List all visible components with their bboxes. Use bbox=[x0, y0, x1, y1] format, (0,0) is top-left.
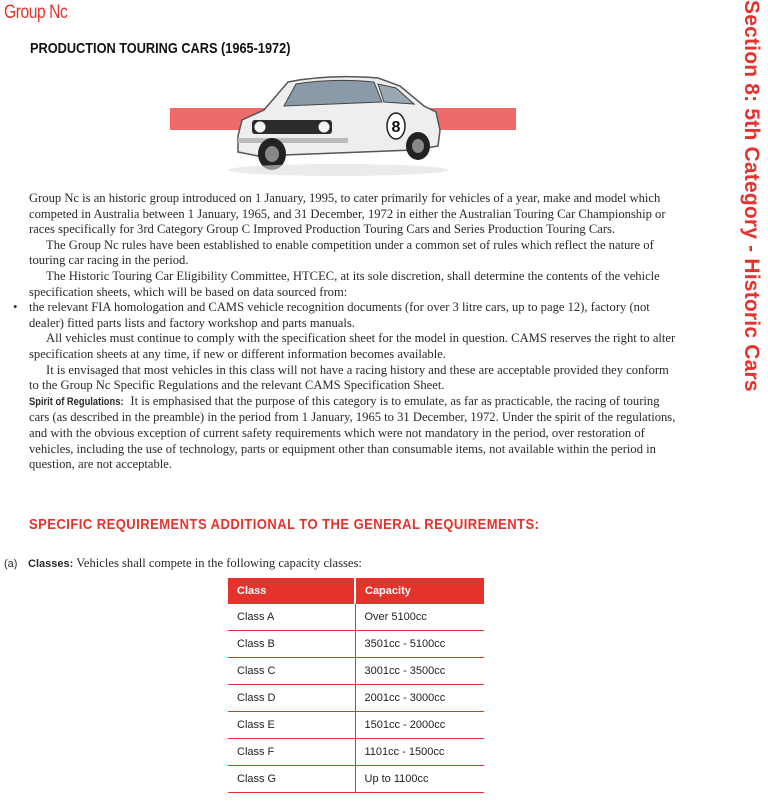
class-cell: Class E bbox=[228, 712, 355, 739]
front-wheel-rim bbox=[265, 146, 279, 162]
capacity-classes-table bbox=[228, 578, 484, 793]
table-row bbox=[228, 712, 484, 739]
windshield bbox=[284, 80, 382, 106]
class-cell: Class F bbox=[228, 739, 355, 766]
touring-car-illustration bbox=[168, 70, 518, 182]
capacity-cell: 1501cc - 2000cc bbox=[355, 712, 484, 739]
requirements-heading: SPECIFIC REQUIREMENTS ADDITIONAL TO THE GENERAL REQUIREMENTS: bbox=[29, 516, 540, 533]
paragraph-rules: The Group Nc rules have been established to enable competition under a common set of rules which reflect the nature of touring car racing in the period. bbox=[29, 237, 654, 268]
paragraph-intro: Group Nc is an historic group introduced on 1 January, 1995, to cater primarily for vehicles of a year, make and model which competed in Australia between 1 January, 1965, and 31 December, 1972 in either the Australian Touring Car Championship or races specifically for 3rd Category Group C Improved Production Touring Cars and Series Production Touring Cars. bbox=[29, 191, 666, 237]
headlight-right bbox=[318, 121, 330, 133]
table-row bbox=[228, 685, 484, 712]
capacity-cell: 1101cc - 1500cc bbox=[355, 739, 484, 766]
table-header-row bbox=[228, 578, 484, 604]
page-title: PRODUCTION TOURING CARS (1965-1972) bbox=[30, 40, 291, 57]
spirit-text: It is emphasised that the purpose of this category is to emulate, as far as practicable, the racing of touring cars (as described in the preamble) in the period from 1 January, 1965 to 31 December, 1972. Under the spirit of the regulations, and with the obvious exception of current safety requirements which were not mandatory in the period, over restoration of vehicles, including the use of technology, parts or equipment other than consumable items, not available within the period in question, are not acceptable. bbox=[29, 393, 676, 472]
spirit-label: Spirit of Regulations: bbox=[29, 395, 124, 408]
car-shadow bbox=[228, 164, 448, 176]
capacity-cell: 2001cc - 3000cc bbox=[355, 685, 484, 712]
section-tab-label: Section 8: 5th Category - Historic Cars bbox=[740, 0, 763, 392]
classes-line bbox=[4, 556, 504, 571]
bullet-dot: • bbox=[13, 300, 18, 315]
table-row bbox=[228, 766, 484, 793]
capacity-cell: Up to 1100cc bbox=[355, 766, 484, 793]
header-class: Class bbox=[228, 578, 355, 604]
group-header: Group Nc bbox=[4, 2, 68, 23]
item-marker: (a) bbox=[4, 558, 18, 570]
capacity-cell: 3001cc - 3500cc bbox=[355, 658, 484, 685]
section-tab bbox=[734, 0, 768, 400]
class-cell: Class B bbox=[228, 631, 355, 658]
rear-wheel-rim bbox=[412, 139, 424, 153]
capacity-cell: Over 5100cc bbox=[355, 604, 484, 631]
classes-text: Vehicles shall compete in the following capacity classes: bbox=[76, 556, 362, 570]
class-cell: Class G bbox=[228, 766, 355, 793]
table-row bbox=[228, 604, 484, 631]
paragraph-history: It is envisaged that most vehicles in this class will not have a racing history and these are acceptable provided they conform to the Group Nc Specific Regulations and the relevant CAMS Specification Sheet. bbox=[29, 362, 669, 393]
classes-label: Classes: bbox=[28, 558, 74, 570]
class-cell: Class D bbox=[228, 685, 355, 712]
table-row bbox=[228, 739, 484, 766]
class-cell: Class C bbox=[228, 658, 355, 685]
car-number: 8 bbox=[391, 119, 401, 136]
table-row bbox=[228, 631, 484, 658]
bullet-text: the relevant FIA homologation and CAMS vehicle recognition documents (for over 3 litre cars, up to page 12), factory (not dealer) fitted parts lists and factory workshop and parts manuals. bbox=[29, 300, 650, 330]
class-cell: Class A bbox=[228, 604, 355, 631]
paragraph-spirit bbox=[29, 394, 679, 473]
paragraph-committee: The Historic Touring Car Eligibility Committee, HTCEC, at its sole discretion, shall determine the contents of the vehicle specification sheets, which will be based on data sourced from: bbox=[29, 268, 660, 299]
headlight-left bbox=[254, 121, 266, 133]
front-bumper bbox=[238, 138, 348, 143]
paragraph-compliance: All vehicles must continue to comply with the specification sheet for the model in question. CAMS reserves the right to alter specification sheets at any time, if new or different information becomes available. bbox=[29, 331, 676, 361]
header-capacity: Capacity bbox=[355, 578, 484, 604]
table-row bbox=[228, 658, 484, 685]
intro-text bbox=[13, 191, 679, 473]
bullet-item bbox=[13, 300, 679, 331]
capacity-cell: 3501cc - 5100cc bbox=[355, 631, 484, 658]
